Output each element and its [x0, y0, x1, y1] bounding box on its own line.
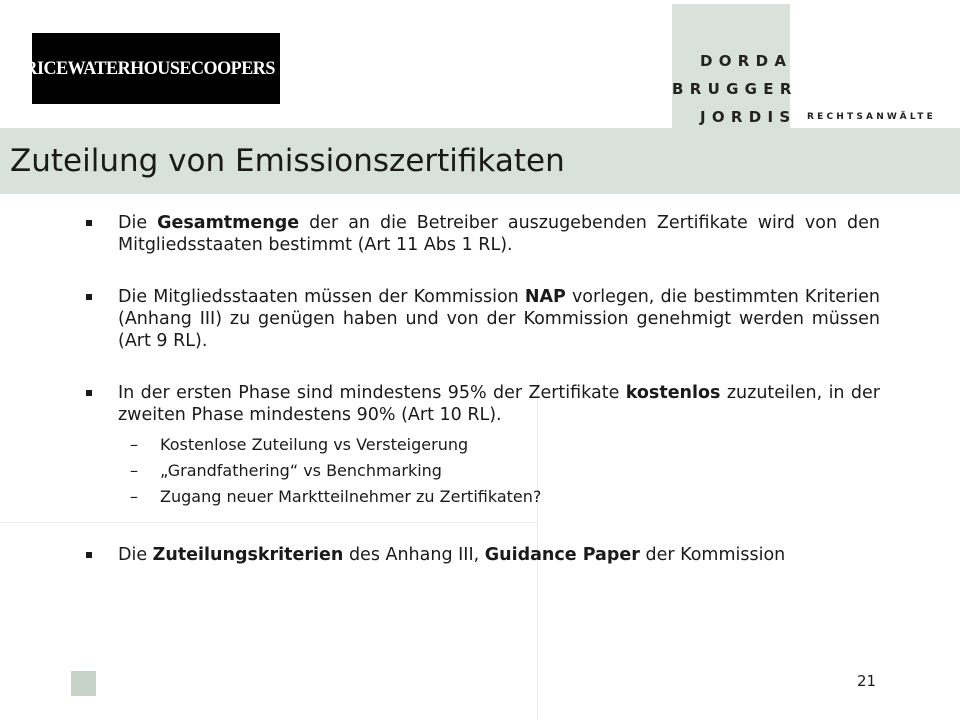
- footer-square: [71, 671, 96, 696]
- sub-item: [84, 484, 880, 510]
- bullet-bold-text: kostenlos: [625, 383, 721, 403]
- bullet-item: [84, 286, 880, 352]
- sub-list: [84, 432, 880, 510]
- dash-marker: –: [130, 461, 138, 480]
- bullet-text: Die: [118, 545, 153, 565]
- bullet-item: [84, 212, 880, 256]
- bullet-square-icon: [86, 390, 92, 396]
- bullet-text: zuzuteilen, in der zweiten Phase mindestens 90% (Art 10 RL).: [118, 383, 880, 425]
- sub-item: [84, 458, 880, 484]
- page-number: 21: [857, 672, 877, 690]
- pwc-logo-mark: PwC: [285, 59, 305, 79]
- law-firm-name-line-2: BRUGGER: [672, 80, 798, 98]
- bullet-text: In der ersten Phase sind mindestens 95% der Zertifikate: [118, 383, 626, 403]
- bullet-text: der Kommission: [639, 545, 786, 565]
- bullet-bold-text: Gesamtmenge: [157, 213, 300, 233]
- slide-content: [84, 212, 880, 596]
- slide-title: Zuteilung von Emissionszertifikaten: [10, 143, 565, 179]
- bullet-square-icon: [86, 552, 92, 558]
- bullet-square-icon: [86, 220, 92, 226]
- law-firm-suffix: RECHTSANWÄLTE: [807, 112, 936, 122]
- bullet-text: Die Mitgliedsstaaten müssen der Kommission: [118, 287, 525, 307]
- dash-marker: –: [130, 487, 138, 506]
- bullet-text: vorlegen, die bestimmten Kriterien (Anhang III) zu genügen haben und von der Kommission genehmigt werden müssen (Art 9 RL).: [118, 287, 880, 351]
- dash-marker: –: [130, 435, 138, 454]
- bullet-square-icon: [86, 294, 92, 300]
- bullet-text: des Anhang III,: [343, 545, 485, 565]
- bullet-item: [84, 544, 880, 566]
- pwc-logo: [13, 33, 306, 104]
- law-firm-name-line-3: JORDIS: [700, 108, 797, 126]
- sub-item-text: „Grandfathering“ vs Benchmarking: [160, 461, 442, 480]
- bullet-bold-text: Zuteilungskriterien: [152, 545, 344, 565]
- bullet-item: [84, 382, 880, 426]
- bullet-text: Die: [118, 213, 158, 233]
- law-firm-name-line-1: DORDA: [700, 52, 793, 70]
- sub-item-text: Zugang neuer Marktteilnehmer zu Zertifikaten?: [160, 487, 542, 506]
- bullet-text: der an die Betreiber auszugebenden Zertifikate wird von den Mitgliedsstaaten bestimmt (Art 11 Abs 1 RL).: [118, 213, 881, 255]
- bullet-bold-text: Guidance Paper: [484, 545, 640, 565]
- sub-item-text: Kostenlose Zuteilung vs Versteigerung: [160, 435, 469, 454]
- bullet-bold-text: NAP: [524, 287, 566, 307]
- pwc-logo-text: PRICEWATERHOUSECOOPERS: [13, 57, 275, 79]
- sub-item: [84, 432, 880, 458]
